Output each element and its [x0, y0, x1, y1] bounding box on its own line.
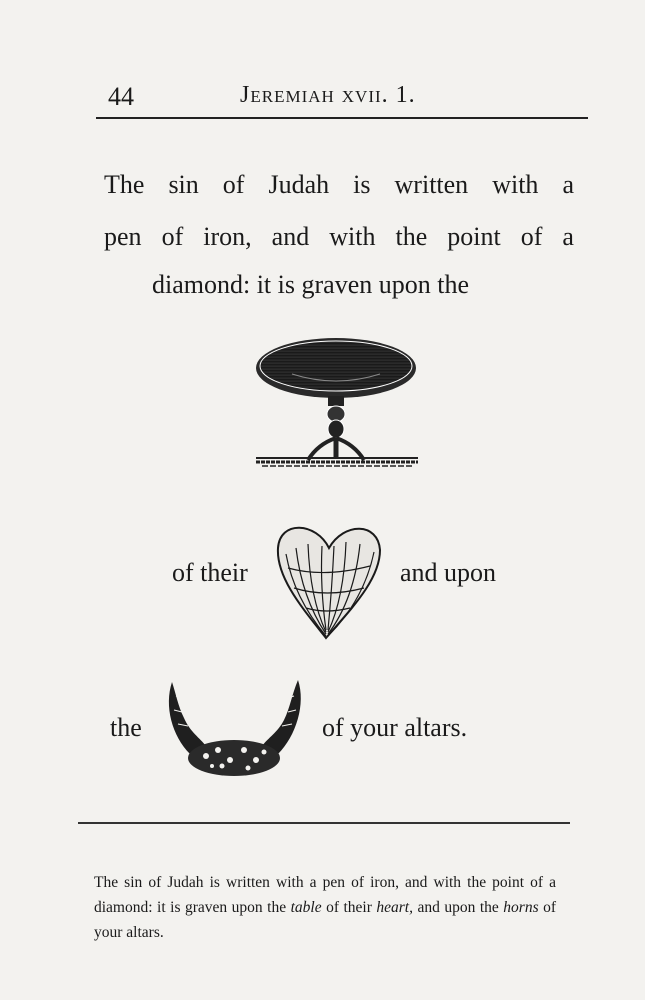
- footnote-part: and upon the: [417, 899, 499, 916]
- footnote-part: of their: [326, 899, 372, 916]
- footnote-part: of your altars.: [94, 899, 557, 941]
- verse-line-2: [104, 222, 574, 252]
- table-picture: [252, 334, 420, 470]
- verse-word: point: [447, 222, 501, 251]
- header-rule: [96, 117, 588, 119]
- and-upon-text: and upon: [400, 558, 497, 587]
- verse-word: The: [104, 170, 145, 199]
- verse-word: Judah: [268, 170, 330, 199]
- footnote-text: [94, 870, 556, 945]
- heart-picture: [274, 518, 384, 642]
- footnote-rule: [78, 822, 570, 824]
- verse-word: with: [492, 170, 539, 199]
- horns-picture: [160, 676, 310, 780]
- verse-word: written: [394, 170, 469, 199]
- verse-word: a: [562, 170, 574, 199]
- verse-word: of: [161, 222, 184, 251]
- verse-line-3: diamond: it is graven upon the: [152, 270, 470, 299]
- footnote-part: The sin of Judah is written with a pen of iron, and with the point of a diamond: it is graven upon the: [94, 874, 556, 916]
- verse-word: is: [353, 170, 371, 199]
- of-their-text: of their: [172, 558, 248, 587]
- running-title: Jeremiah xvii. 1.: [240, 82, 416, 108]
- verse-word: iron,: [203, 222, 252, 251]
- verse-word: of: [520, 222, 543, 251]
- verse-word: a: [562, 222, 574, 251]
- verse-word: of: [222, 170, 245, 199]
- verse-word: with: [329, 222, 376, 251]
- verse-word: and: [271, 222, 310, 251]
- footnote-italic-word: table: [290, 899, 322, 916]
- footnote-italic-word: horns: [503, 899, 539, 916]
- the-text: the: [110, 713, 142, 742]
- verse-word: pen: [104, 222, 142, 251]
- of-your-altars-text: of your altars.: [322, 713, 468, 742]
- verse-line-1: [104, 170, 574, 200]
- verse-word: sin: [168, 170, 199, 199]
- footnote-italic-word: heart,: [376, 899, 413, 916]
- verse-word: the: [395, 222, 428, 251]
- page-number: 44: [108, 82, 134, 111]
